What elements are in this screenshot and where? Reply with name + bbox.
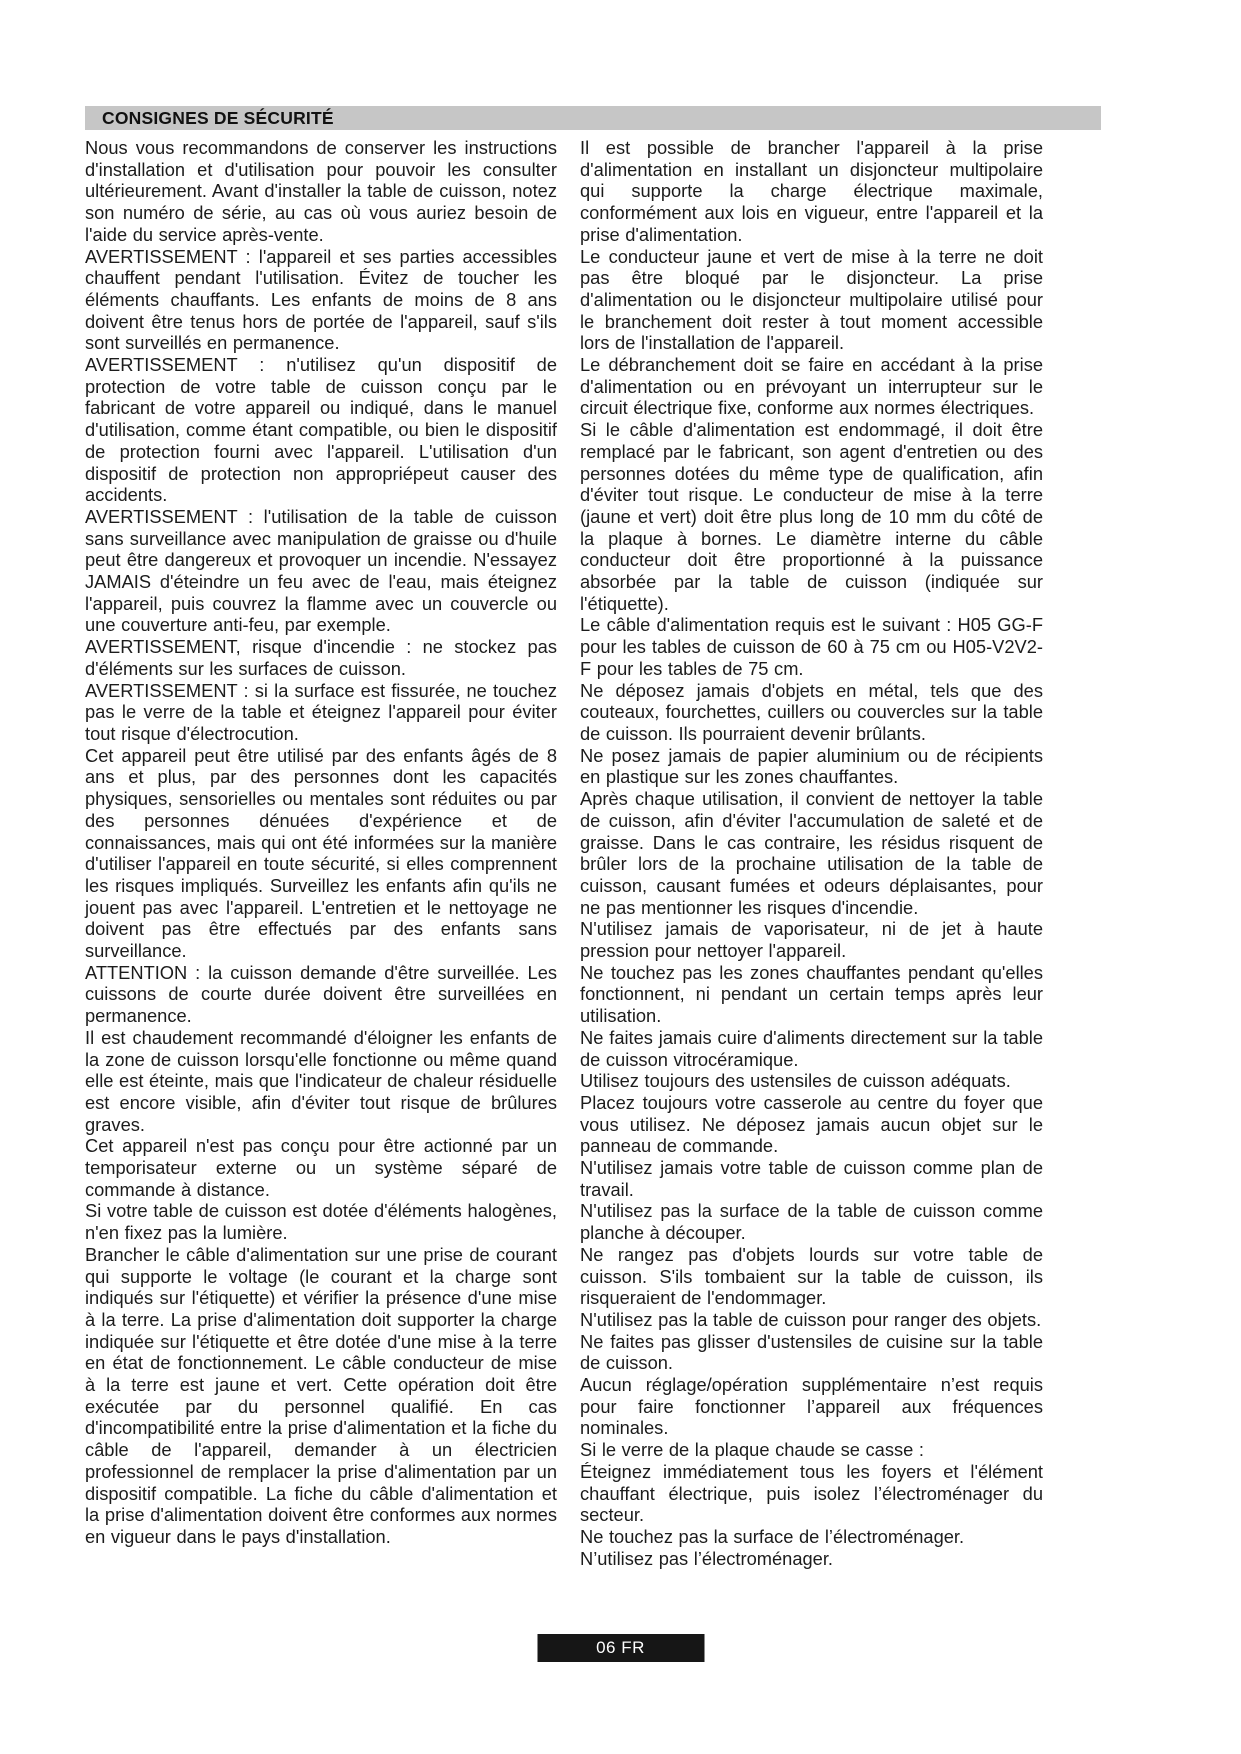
safety-paragraph: Si le câble d'alimentation est endommagé, il doit être remplacé par le fabricant, son agent d'entretien ou des personnes dotées du même type de qualification, afin d'éviter tout risque. Le conducteur de mise à la terre (jaune et vert) doit être plus long de 10 mm du côté de la plaque à bornes. Le diamètre interne du câble conducteur doit être proportionné à la puissance absorbée par la table de cuisson (indiquée sur l'étiquette). xyxy=(580,419,1043,614)
safety-paragraph: N’utilisez pas l’électroménager. xyxy=(580,1547,833,1569)
safety-paragraph: Ne faites jamais cuire d'aliments directement sur la table de cuisson vitrocéramique. xyxy=(580,1026,1043,1070)
safety-paragraph: N'utilisez jamais votre table de cuisson comme plan de travail. xyxy=(580,1157,1043,1200)
safety-paragraph: Le débranchement doit se faire en accédant à la prise d'alimentation ou en prévoyant un interrupteur sur le circuit électrique fixe, conforme aux normes électriques. xyxy=(580,354,1043,419)
left-column xyxy=(85,137,557,1569)
safety-paragraph: Cet appareil peut être utilisé par des enfants âgés de 8 ans et plus, par des personnes dont les capacités physiques, sensorielles ou mentales sont réduites ou par des personnes dénuées d'expérience et de connaissances, mais qui ont été informées sur la manière d'utiliser l'appareil en toute sécurité, si elles comprennent les risques impliqués. Surveillez les enfants afin qu'ils ne jouent pas avec l'appareil. L'entretien et le nettoyage ne doivent pas être effectués par des enfants sans surveillance. xyxy=(85,744,557,962)
safety-paragraph: Il est chaudement recommandé d'éloigner les enfants de la zone de cuisson lorsqu'elle fonctionne ou même quand elle est éteinte, mais que l'indicateur de chaleur résiduelle est encore visible, afin d'éviter tout risque de brûlures graves. xyxy=(85,1026,557,1135)
safety-paragraph: Cet appareil n'est pas conçu pour être actionné par un temporisateur externe ou un système séparé de commande à distance. xyxy=(85,1135,557,1200)
page-number-label: 06 FR xyxy=(596,1638,645,1657)
safety-paragraph: Nous vous recommandons de conserver les instructions d'installation et d'utilisation pour pouvoir les consulter ultérieurement. Avant d'installer la table de cuisson, notez son numéro de série, au cas où vous auriez besoin de l'aide du service après-vente. xyxy=(85,137,557,245)
safety-paragraph: Ne posez jamais de papier aluminium ou de récipients en plastique sur les zones chauffantes. xyxy=(580,744,1043,788)
safety-paragraph: N'utilisez jamais de vaporisateur, ni de jet à haute pression pour nettoyer l'appareil. xyxy=(580,918,1043,962)
safety-paragraph: Utilisez toujours des ustensiles de cuisson adéquats. xyxy=(580,1070,1011,1092)
right-column xyxy=(580,137,1043,1569)
safety-paragraph: Après chaque utilisation, il convient de nettoyer la table de cuisson, afin d'éviter l'accumulation de saleté et de graisse. Dans le cas contraire, les résidus risquent de brûler lors de la prochaine utilisation de la table de cuisson, causant fumées et odeurs déplaisantes, pour ne pas mentionner les risques d'incendie. xyxy=(580,788,1043,918)
page-number-box xyxy=(537,1634,704,1662)
safety-paragraph: Si votre table de cuisson est dotée d'éléments halogènes, n'en fixez pas la lumière. xyxy=(85,1200,557,1244)
safety-paragraph: AVERTISSEMENT, risque d'incendie : ne stockez pas d'éléments sur les surfaces de cuisson. xyxy=(85,636,557,679)
safety-paragraph: Il est possible de brancher l'appareil à la prise d'alimentation en installant un disjoncteur multipolaire qui supporte la charge électrique maximale, conformément aux lois en vigueur, entre l'appareil et la prise d'alimentation. xyxy=(580,137,1043,245)
section-header-bar xyxy=(85,106,1101,130)
safety-paragraph: Ne faites pas glisser d'ustensiles de cuisine sur la table de cuisson. xyxy=(580,1330,1043,1374)
safety-paragraph: Brancher le câble d'alimentation sur une prise de courant qui supporte le voltage (le courant et la charge sont indiqués sur l'étiquette) et vérifier la présence d'une mise à la terre. La prise d'alimentation doit supporter la charge indiquée sur l'étiquette et être dotée d'une mise à la terre en état de fonctionnement. Le câble conducteur de mise à la terre est jaune et vert. Cette opération doit être exécutée par du personnel qualifié. En cas d'incompatibilité entre la prise d'alimentation et la fiche du câble de l'appareil, demander à un électricien professionnel de remplacer la prise d'alimentation par un dispositif compatible. La fiche du câble d'alimentation et la prise d'alimentation doivent être conformes aux normes en vigueur dans le pays d'installation. xyxy=(85,1243,557,1547)
safety-paragraph: Le câble d'alimentation requis est le suivant : H05 GG-F pour les tables de cuisson de 60 à 75 cm ou H05-V2V2-F pour les tables de 75 cm. xyxy=(580,614,1043,679)
safety-paragraph: Éteignez immédiatement tous les foyers et l'élément chauffant électrique, puis isolez l’électroménager du secteur. xyxy=(580,1460,1043,1526)
safety-paragraph: Ne touchez pas la surface de l’électroménager. xyxy=(580,1526,965,1547)
safety-paragraph: AVERTISSEMENT : l'appareil et ses parties accessibles chauffent pendant l'utilisation. Évitez de toucher les éléments chauffants. Les enfants de moins de 8 ans doivent être tenus hors de portée de l'appareil, sauf s'ils sont surveillés en permanence. xyxy=(85,245,557,354)
safety-paragraph: N'utilisez pas la surface de la table de cuisson comme planche à découper. xyxy=(580,1200,1043,1244)
safety-paragraph: Ne déposez jamais d'objets en métal, tels que des couteaux, fourchettes, cuillers ou couvercles sur la table de cuisson. Ils pourraient devenir brûlants. xyxy=(580,679,1043,744)
safety-paragraph: Le conducteur jaune et vert de mise à la terre ne doit pas être bloqué par le disjoncteur. La prise d'alimentation ou le disjoncteur multipolaire utilisé pour le branchement doit rester à tout moment accessible lors de l'installation de l'appareil. xyxy=(580,245,1043,354)
safety-paragraph: AVERTISSEMENT : n'utilisez qu'un dispositif de protection de votre table de cuisson conçu par le fabricant de votre appareil ou indiqué, dans le manuel d'utilisation, comme étant compatible, ou bien le dispositif de protection fourni avec l'appareil. L'utilisation d'un dispositif de protection non appropriépeut causer des accidents. xyxy=(85,354,557,506)
section-title: CONSIGNES DE SÉCURITÉ xyxy=(102,107,334,128)
safety-paragraph: N'utilisez pas la table de cuisson pour ranger des objets. xyxy=(580,1308,1042,1330)
text-columns xyxy=(85,137,1043,1569)
safety-paragraph: Ne touchez pas les zones chauffantes pendant qu'elles fonctionnent, ni pendant un certain temps après leur utilisation. xyxy=(580,961,1043,1027)
safety-paragraph: Placez toujours votre casserole au centre du foyer que vous utilisez. Ne déposez jamais aucun objet sur le panneau de commande. xyxy=(580,1091,1043,1157)
safety-paragraph: Si le verre de la plaque chaude se casse : xyxy=(580,1439,924,1461)
safety-paragraph: AVERTISSEMENT : l'utilisation de la table de cuisson sans surveillance avec manipulation de graisse ou d'huile peut être dangereux et provoquer un incendie. N'essayez JAMAIS d'éteindre un feu avec de l'eau, mais éteignez l'appareil, puis couvrez la flamme avec un couvercle ou une couverture anti-feu, par exemple. xyxy=(85,505,557,636)
safety-paragraph: AVERTISSEMENT : si la surface est fissurée, ne touchez pas le verre de la table et éteignez l'appareil pour éviter tout risque d'électrocution. xyxy=(85,679,557,744)
safety-paragraph: ATTENTION : la cuisson demande d'être surveillée. Les cuissons de courte durée doivent être surveillées en permanence. xyxy=(85,961,557,1027)
safety-paragraph: Aucun réglage/opération supplémentaire n’est requis pour faire fonctionner l’appareil aux fréquences nominales. xyxy=(580,1374,1043,1439)
safety-paragraph: Ne rangez pas d'objets lourds sur votre table de cuisson. S'ils tombaient sur la table de cuisson, ils risqueraient de l'endommager. xyxy=(580,1243,1043,1309)
